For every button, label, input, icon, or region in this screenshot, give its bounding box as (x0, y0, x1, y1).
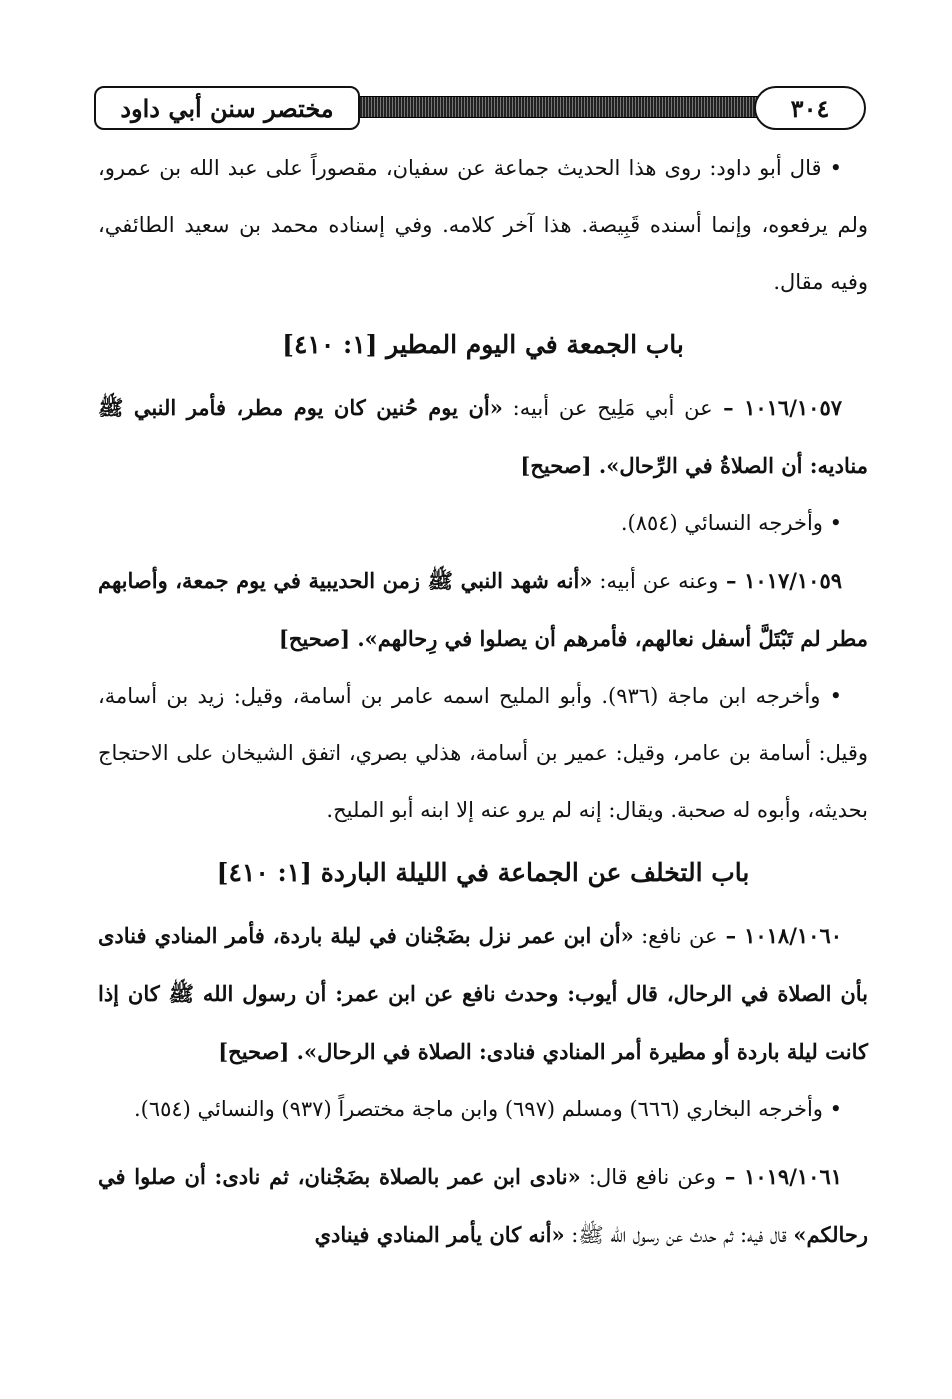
hadith-text-2: «أنه كان يأمر المنادي فينادي (314, 1222, 565, 1247)
hadith-continuation: قال فيه: ثم حدث عن رسول الله ﷺ: (564, 1223, 794, 1247)
hadith-intro: وعنه عن أبيه: (592, 569, 719, 593)
spacer (98, 1138, 868, 1148)
book-title: مختصر سنن أبي داود (94, 86, 360, 130)
hadith-number: ١٠١٨/١٠٦٠ – (717, 923, 842, 948)
hadith-intro: عن أبي مَلِيح عن أبيه: (502, 396, 713, 420)
header-decorative-bar (294, 96, 766, 118)
hadith-text: «أن يوم حُنين كان يوم مطر، فأمر النبي ﷺ مناديه: أن الصلاةُ في الرِّحال». [صحيح] (98, 395, 868, 478)
commentary-paragraph: • قال أبو داود: روى هذا الحديث جماعة عن سفيان، مقصوراً على عبد الله بن عمرو، ولم يرفعوه، وإنما أسنده قَبِيصة. هذا آخر كلامه. وفي إسناده محمد بن سعيد الطائفي، وفيه مقال. (98, 156, 868, 294)
hadith-text: «نادى ابن عمر بالصلاة بضَجْنان، ثم نادى: أن صلوا في رحالكم» (98, 1164, 868, 1247)
page-number: ٣٠٤ (754, 86, 866, 130)
hadith-1057 (98, 379, 868, 495)
hadith-text: «أنه شهد النبي ﷺ زمن الحديبية في يوم جمعة، وأصابهم مطر لم تَبْتَلَّ أسفل نعالهم، فأمرهم أن يصلوا في رِحالهم». [صحيح] (98, 568, 868, 651)
hadith-1060 (98, 907, 868, 1081)
takhrij-note: • وأخرجه البخاري (٦٦٦) ومسلم (٦٩٧) وابن ماجة مختصراً (٩٣٧) والنسائي (٦٥٤). (133, 1097, 842, 1121)
hadith-number: ١٠١٩/١٠٦١ – (716, 1164, 842, 1189)
hadith-number: ١٠١٦/١٠٥٧ – (712, 395, 842, 420)
page-header (94, 86, 866, 130)
hadith-number: ١٠١٧/١٠٥٩ – (718, 568, 843, 593)
page-body (98, 140, 868, 1264)
takhrij-note: • وأخرجه ابن ماجة (٩٣٦). وأبو المليح اسمه عامر بن أسامة، وقيل: زيد بن أسامة، وقيل: أسامة بن عامر، وقيل: عمير بن أسامة، هذلي بصري، اتفق الشيخان على الاحتجاج بحديثه، وأبوه له صحبة. ويقال: إنه لم يرو عنه إلا ابنه أبو المليح. (98, 684, 868, 822)
hadith-intro: وعن نافع قال: (580, 1165, 717, 1189)
chapter-heading: باب التخلف عن الجماعة في الليلة الباردة [١: ٤١٠] (216, 858, 750, 887)
chapter-heading: باب الجمعة في اليوم المطير [١: ٤١٠] (282, 330, 684, 359)
hadith-1061 (98, 1148, 868, 1264)
hadith-intro: عن نافع: (633, 924, 718, 948)
hadith-1059 (98, 552, 868, 668)
takhrij-note: • وأخرجه النسائي (٨٥٤). (620, 511, 842, 535)
hadith-text: «أن ابن عمر نزل بضَجْنان في ليلة باردة، فأمر المنادي فنادى بأن الصلاة في الرحال، قال أيوب: وحدث نافع عن ابن عمر: أن رسول الله ﷺ كان إذا كانت ليلة باردة أو مطيرة أمر المنادي فنادى: الصلاة في الرحال». [صحيح] (98, 923, 868, 1064)
